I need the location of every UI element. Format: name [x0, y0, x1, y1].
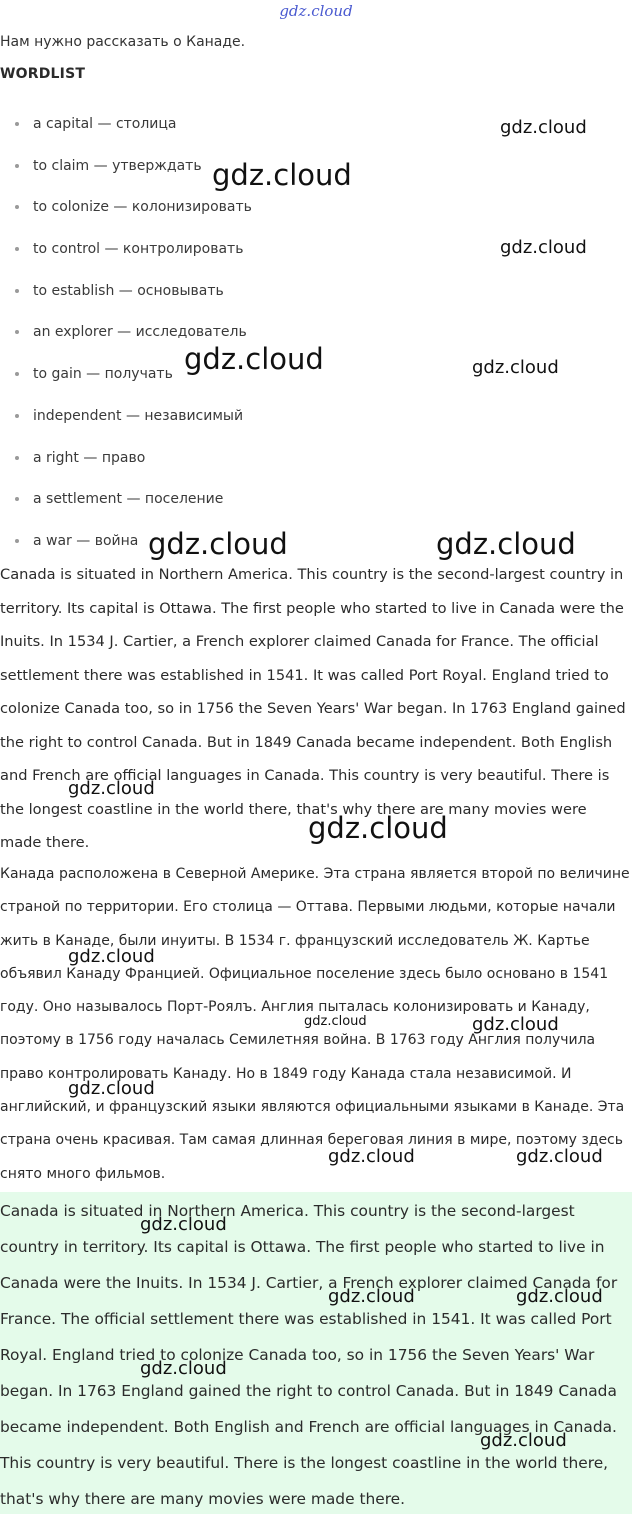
- watermark: gdz.cloud: [140, 1358, 227, 1379]
- watermark: gdz.cloud: [68, 946, 155, 967]
- watermark: gdz.cloud: [436, 527, 576, 561]
- wordlist-item: [0, 322, 252, 364]
- bullet-icon: [15, 164, 19, 168]
- watermark: gdz.cloud: [308, 811, 448, 845]
- watermark: gdz.cloud: [516, 1146, 603, 1167]
- bullet-icon: [15, 289, 19, 293]
- bullet-icon: [15, 414, 19, 418]
- watermark: gdz.cloud: [68, 1078, 155, 1099]
- watermark: gdz.cloud: [500, 237, 587, 258]
- bullet-icon: [15, 539, 19, 543]
- watermark: gdz.cloud: [328, 1146, 415, 1167]
- watermark: gdz.cloud: [480, 1430, 567, 1451]
- wordlist-item-text: a right — право: [33, 449, 146, 466]
- wordlist-item-text: to establish — основывать: [33, 282, 224, 299]
- bullet-icon: [15, 456, 19, 460]
- wordlist-item: [0, 281, 252, 323]
- bullet-icon: [15, 330, 19, 334]
- wordlist-item-text: an explorer — исследователь: [33, 324, 247, 341]
- bullet-icon: [15, 497, 19, 501]
- watermark: gdz.cloud: [148, 527, 288, 561]
- bullet-icon: [15, 122, 19, 126]
- english-text: Canada is situated in Northern America. This country is the second-largest country in territory. Its capital is Ottawa. The first people who started to live in Canada were the Inuits. In 1534 J. Cartier, a French explorer claimed Canada for France. The official settlement there was established in 1541. It was called Port Royal. England tried to colonize Canada too, so in 1756 the Seven Years' War began. In 1763 England gained the right to control Canada. But in 1849 Canada became independent. Both English and French are official languages in Canada. This country is very beautiful. There is the longest coastline in the world there, that's why there are many movies were made there.: [0, 566, 626, 851]
- wordlist-heading: WORDLIST: [0, 66, 86, 82]
- wordlist-item-text: to claim — утверждать: [33, 157, 202, 174]
- site-brand-link[interactable]: gdz.cloud: [279, 2, 353, 20]
- wordlist-item: [0, 364, 252, 406]
- wordlist-item: [0, 114, 252, 156]
- wordlist-item-text: to control — контролировать: [33, 241, 244, 258]
- wordlist-item: [0, 448, 252, 490]
- watermark: gdz.cloud: [184, 342, 324, 376]
- wordlist-item-text: to gain — получать: [33, 366, 173, 383]
- watermark: gdz.cloud: [472, 357, 559, 378]
- watermark: gdz.cloud: [68, 778, 155, 799]
- watermark: gdz.cloud: [472, 1014, 559, 1035]
- wordlist-item: [0, 406, 252, 448]
- answer-text: Canada is situated in Northern America. This country is the second-largest country in territory. Its capital is Ottawa. The first people who started to live in Canada were the Inuits. In 1534 J. Cartier, a French explorer claimed Canada for France. The official settlement there was established in 1541. It was called Port Royal. England tried to colonize Canada too, so in 1756 the Seven Years' War began. In 1763 England gained the right to control Canada. But in 1849 Canada became independent. Both English and French are official languages in Canada. This country is very beautiful. There is the longest coastline in the world there, that's why there are many movies were made there.: [0, 1202, 618, 1508]
- wordlist-item-text: a capital — столица: [33, 116, 177, 132]
- russian-translation: Канада расположена в Северной Америке. Эта страна является второй по величине страной по территории. Его столица — Оттава. Первыми людьми, которые начали жить в Канаде, были инуиты. В 1534 г. французский исследователь Ж. Картье объявил Канаду Францией. Официальное поселение здесь было основано в 1541 году. Оно называлось Порт-Роялъ. Англия пыталась колонизировать и Канаду, поэтому в 1756 году началась Семилетняя война. В 1763 году Англия получила право контролировать Канаду. Но в 1849 году Канада стала независимой. И английский, и французский языки являются официальными языками в Канаде. Эта страна очень красивая. Там самая длинная береговая линия в мире, поэтому здесь снято много фильмов.: [0, 866, 630, 1182]
- bullet-icon: [15, 205, 19, 209]
- wordlist-item-text: a settlement — поселение: [33, 491, 224, 508]
- intro-text: Нам нужно рассказать о Канаде.: [0, 34, 246, 50]
- watermark: gdz.cloud: [516, 1286, 603, 1307]
- wordlist-item: [0, 156, 252, 198]
- wordlist-item-text: to colonize — колонизировать: [33, 199, 252, 216]
- wordlist-item: [0, 239, 252, 281]
- wordlist-item: [0, 197, 252, 239]
- wordlist-item: [0, 489, 252, 531]
- watermark: gdz.cloud: [328, 1286, 415, 1307]
- bullet-icon: [15, 372, 19, 376]
- watermark: gdz.cloud: [500, 117, 587, 138]
- wordlist-item-text: independent — независимый: [33, 407, 244, 424]
- wordlist: [0, 114, 252, 573]
- watermark: gdz.cloud: [304, 1014, 367, 1029]
- watermark: gdz.cloud: [140, 1214, 227, 1235]
- watermark: gdz.cloud: [212, 158, 352, 192]
- bullet-icon: [15, 247, 19, 251]
- wordlist-item-text: a war — война: [33, 532, 139, 549]
